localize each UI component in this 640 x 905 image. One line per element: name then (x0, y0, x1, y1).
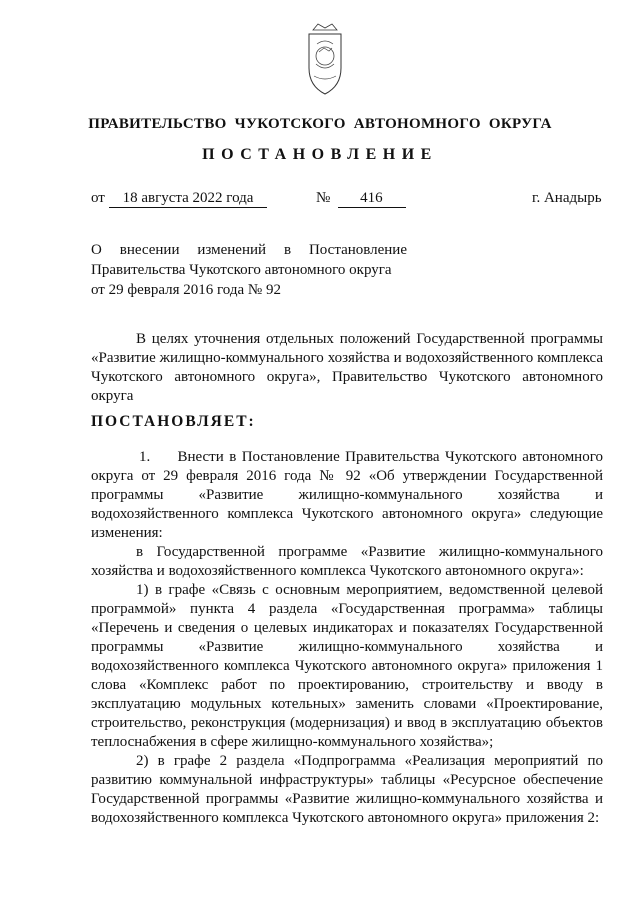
paragraph-4: 2) в графе 2 раздела «Подпрограмма «Реализация мероприятий по развитию коммунальной инфраструктуры» таблицы «Ресурсное обеспечение Государственной программы «Развитие жилищно-коммунального хозяйства и водохозяйственного комплекса Чукотского автономного округа» приложения 2: (91, 753, 603, 826)
subject-line: от 29 февраля 2016 года № 92 (91, 282, 281, 298)
document-type: ПОСТАНОВЛЕНИЕ (202, 146, 438, 163)
number-block (316, 190, 406, 208)
chukotka-coat-of-arms-icon (302, 20, 348, 98)
subject-line: О внесении изменений в Постановление (91, 242, 407, 258)
paragraph-1: 1. Внести в Постановление Правительства Чукотского автономного округа от 29 февраля 2016 года № 92 «Об утверждении Государственной программы «Развитие жилищно-коммунального хозяйства и водохозяйственного комплекса Чукотского автономного округа» следующие изменения: (91, 449, 603, 541)
date-block (91, 190, 267, 208)
date-prefix: от (91, 190, 105, 206)
preamble-block (91, 330, 603, 406)
government-title: ПРАВИТЕЛЬСТВО ЧУКОТСКОГО АВТОНОМНОГО ОКРУГА (88, 116, 552, 132)
document-subject (91, 240, 407, 300)
city: г. Анадырь (532, 190, 602, 206)
subject-line: Правительства Чукотского автономного округа (91, 262, 392, 278)
paragraph-2: в Государственной программе «Развитие жилищно-коммунального хозяйства и водохозяйственного комплекса Чукотского автономного округа»: (91, 544, 603, 579)
decree-word: ПОСТАНОВЛЯЕТ: (91, 413, 256, 430)
number-prefix: № (316, 190, 331, 206)
preamble: В целях уточнения отдельных положений Государственной программы «Развитие жилищно-коммунального хозяйства и водохозяйственного комплекса Чукотского автономного округа», Правительство Чукотского автономного округа (91, 331, 603, 404)
resolution-body (91, 448, 603, 828)
paragraph-3: 1) в графе «Связь с основным мероприятием, ведомственной целевой программой» пункта 4 раздела «Государственная программа» таблицы «Перечень и сведения о целевых индикаторах и показателях Государственной программы «Развитие жилищно-коммунального хозяйства и водохозяйственного комплекса Чукотского автономного округа» приложения 1 слова «Комплекс работ по проектированию, строительству и вводу в эксплуатацию модульных котельных» заменить словами «Проектирование, строительство, реконструкция (модернизация) и ввод в эксплуатацию объектов теплоснабжения в сфере жилищно-коммунального хозяйства»; (91, 582, 603, 750)
document-number: 416 (338, 190, 406, 208)
document-date: 18 августа 2022 года (109, 190, 267, 208)
